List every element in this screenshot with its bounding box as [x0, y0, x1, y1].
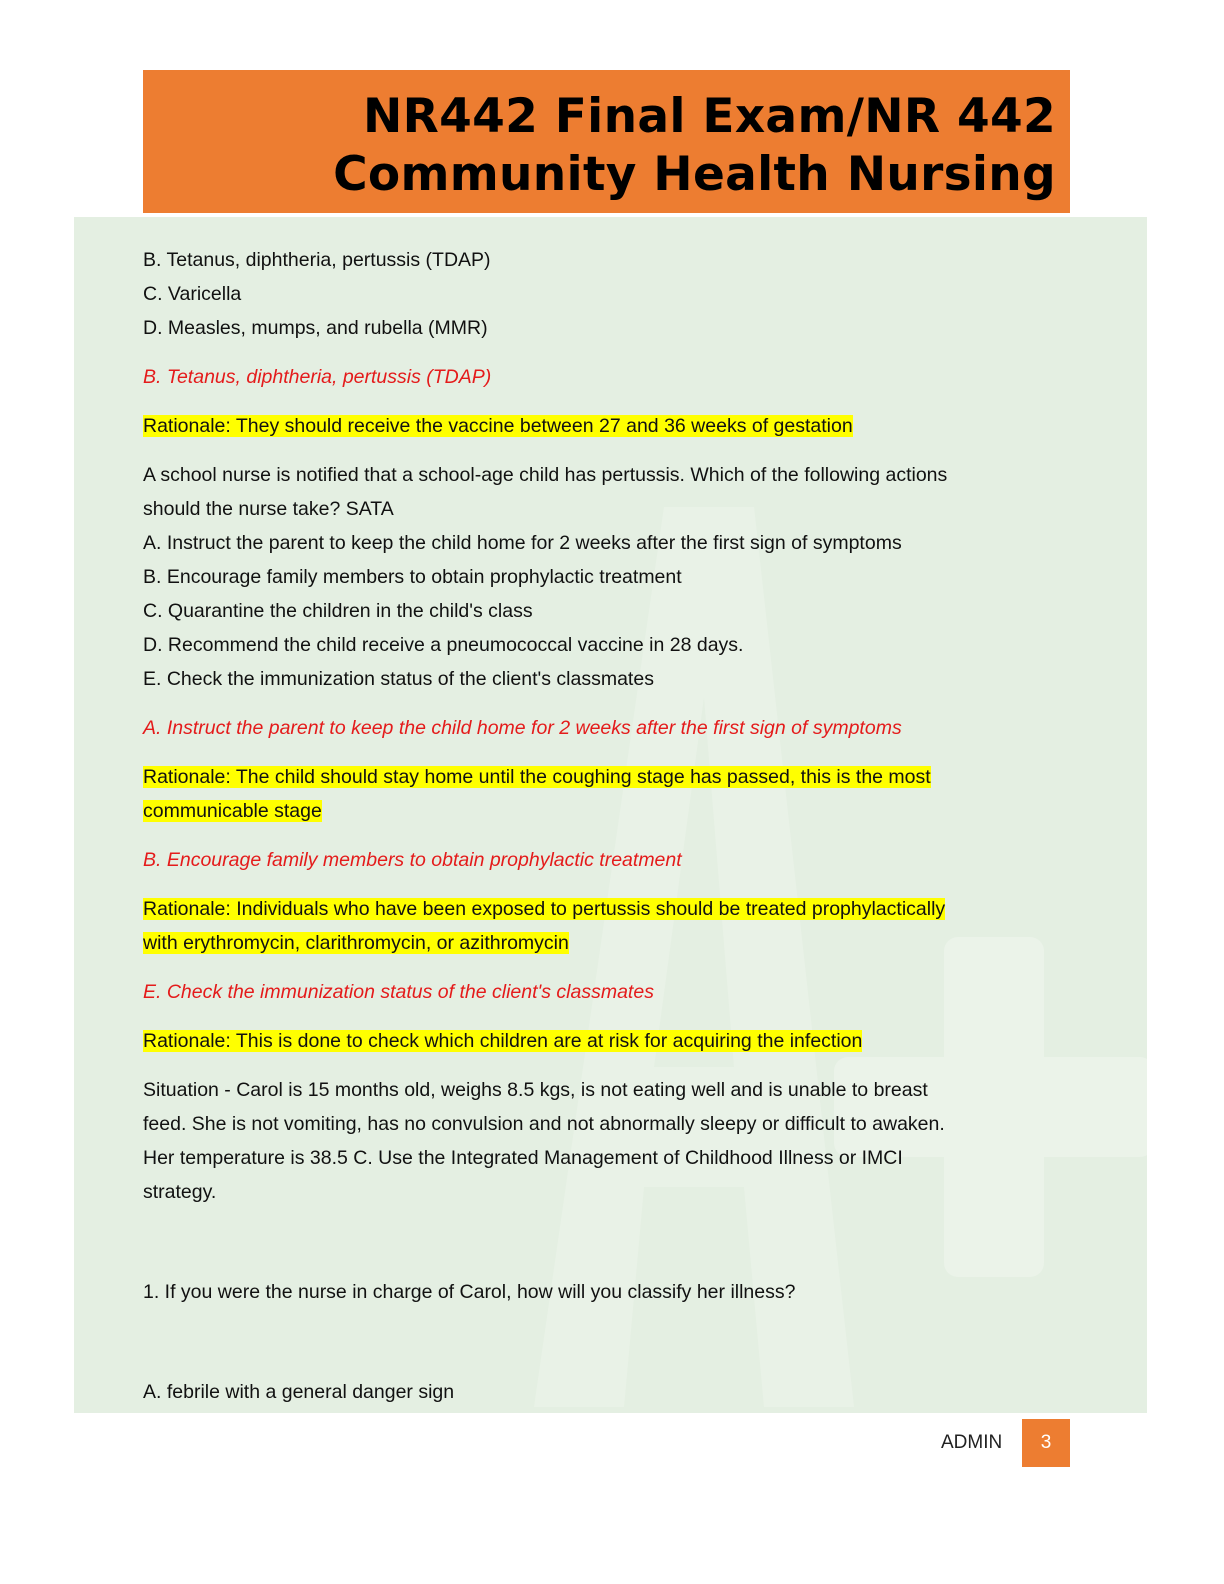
page-title [333, 88, 1056, 204]
situation-text: Her temperature is 38.5 C. Use the Integrated Management of Childhood Illness or IMCI [143, 1147, 903, 1169]
rationale-text: Rationale: This is done to check which children are at risk for acquiring the infection [143, 1030, 863, 1052]
footer-author: ADMIN [941, 1432, 1003, 1453]
rationale-text: Rationale: Individuals who have been exposed to pertussis should be treated prophylactically [143, 898, 946, 920]
situation-text: feed. She is not vomiting, has no convulsion and not abnormally sleepy or difficult to awaken. [143, 1113, 945, 1135]
question-text: 1. If you were the nurse in charge of Carol, how will you classify her illness? [143, 1281, 796, 1303]
answer-text: B. Tetanus, diphtheria, pertussis (TDAP) [143, 366, 492, 388]
situation-text: Situation - Carol is 15 months old, weighs 8.5 kgs, is not eating well and is unable to breast [143, 1079, 928, 1101]
answer-text: A. Instruct the parent to keep the child home for 2 weeks after the first sign of symptoms [143, 717, 902, 739]
rationale-text: communicable stage [143, 800, 322, 822]
rationale-text: Rationale: The child should stay home until the coughing stage has passed, this is the most [143, 766, 931, 788]
option-text: A. febrile with a general danger sign [143, 1381, 455, 1403]
answer-text: E. Check the immunization status of the client's classmates [143, 981, 654, 1003]
page-title-line-2: Community Health Nursing [333, 147, 1056, 202]
option-text: C. Quarantine the children in the child's class [143, 600, 533, 622]
situation-text: strategy. [143, 1181, 217, 1203]
option-text: D. Recommend the child receive a pneumococcal vaccine in 28 days. [143, 634, 744, 656]
header-banner [143, 70, 1070, 213]
question-text: should the nurse take? SATA [143, 498, 394, 520]
option-text: E. Check the immunization status of the client's classmates [143, 668, 654, 690]
answer-text: B. Encourage family members to obtain prophylactic treatment [143, 849, 682, 871]
option-text: B. Encourage family members to obtain prophylactic treatment [143, 566, 682, 588]
document-body [143, 243, 1073, 1409]
option-text: C. Varicella [143, 283, 242, 305]
option-text: B. Tetanus, diphtheria, pertussis (TDAP) [143, 249, 491, 271]
question-text: A school nurse is notified that a school-age child has pertussis. Which of the following actions [143, 464, 948, 486]
option-text: D. Measles, mumps, and rubella (MMR) [143, 317, 488, 339]
page-number-badge: 3 [1022, 1419, 1070, 1467]
option-text: A. Instruct the parent to keep the child home for 2 weeks after the first sign of symptoms [143, 532, 902, 554]
page-title-line-1: NR442 Final Exam/NR 442 [362, 89, 1056, 144]
rationale-text: with erythromycin, clarithromycin, or azithromycin [143, 932, 569, 954]
rationale-text: Rationale: They should receive the vaccine between 27 and 36 weeks of gestation [143, 415, 853, 437]
